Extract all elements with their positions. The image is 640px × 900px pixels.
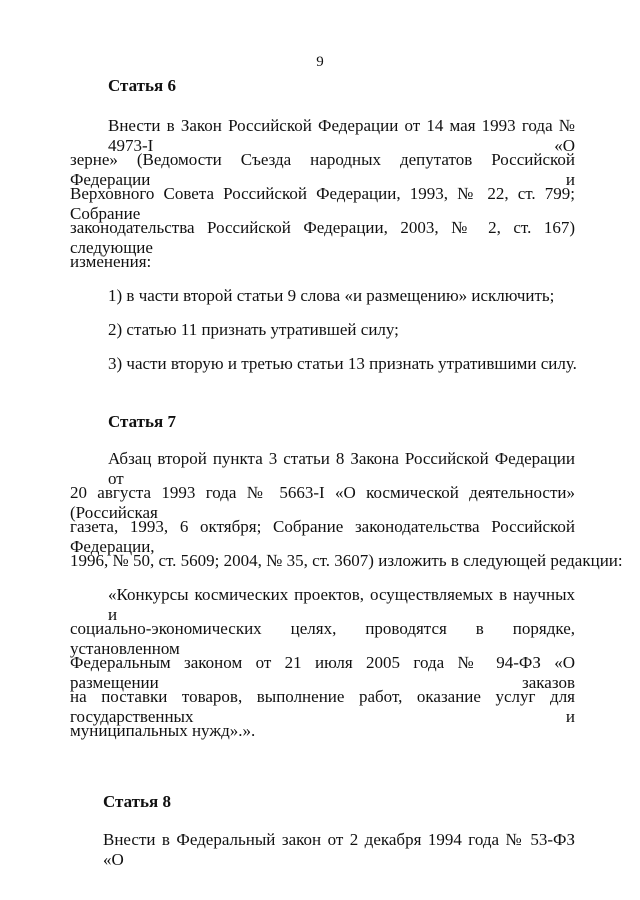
- page-number: 9: [316, 54, 324, 70]
- article-6-line: зерне» (Ведомости Съезда народных депутатов Российской Федерации и: [70, 150, 575, 189]
- article-6-list-item: 1) в части второй статьи 9 слова «и размещению» исключить;: [108, 286, 555, 305]
- article-7-line: 1996, № 50, ст. 5609; 2004, № 35, ст. 3607) изложить в следующей редакции:: [70, 551, 623, 570]
- article-7-quote-line: социально-экономических целях, проводятся в порядке, установленном: [70, 619, 575, 658]
- article-6-line: Верховного Совета Российской Федерации, 1993, № 22, ст. 799; Собрание: [70, 184, 575, 223]
- article-6-list-item: 3) части вторую и третью статьи 13 признать утратившими силу.: [108, 354, 577, 373]
- article-7-quote-line: Федеральным законом от 21 июля 2005 года № 94-ФЗ «О размещении заказов: [70, 653, 575, 692]
- article-8-heading: Статья 8: [103, 792, 171, 811]
- article-7-quote-line: «Конкурсы космических проектов, осуществляемых в научных и: [108, 585, 575, 624]
- article-6-line: законодательства Российской Федерации, 2003, № 2, ст. 167) следующие: [70, 218, 575, 257]
- article-7-line: газета, 1993, 6 октября; Собрание законодательства Российской Федерации,: [70, 517, 575, 556]
- article-6-line: Внести в Закон Российской Федерации от 14 мая 1993 года № 4973-I «О: [108, 116, 575, 155]
- article-6-heading: Статья 6: [108, 76, 176, 95]
- article-7-line: 20 августа 1993 года № 5663-I «О космической деятельности» (Российская: [70, 483, 575, 522]
- article-7-line: Абзац второй пункта 3 статьи 8 Закона Российской Федерации от: [108, 449, 575, 488]
- article-6-list-item: 2) статью 11 признать утратившей силу;: [108, 320, 399, 339]
- article-7-quote-line: муниципальных нужд».».: [70, 721, 256, 740]
- article-7-quote-line: на поставки товаров, выполнение работ, оказание услуг для государственных и: [70, 687, 575, 726]
- article-8-line: Внести в Федеральный закон от 2 декабря 1994 года № 53-ФЗ «О: [103, 830, 575, 869]
- article-6-line: изменения:: [70, 252, 152, 271]
- article-7-heading: Статья 7: [108, 412, 176, 431]
